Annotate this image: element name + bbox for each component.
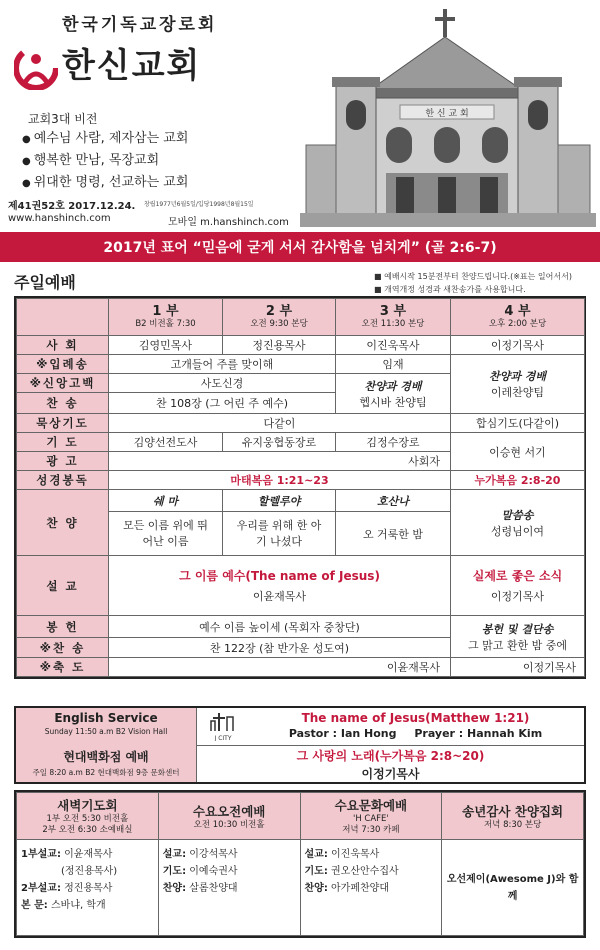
cell: 김정수장로 — [336, 433, 451, 452]
service-header: 3 부 오전 11:30 본당 — [336, 299, 451, 336]
concert-detail: 오선제이(Awesome J)와 함께 — [442, 840, 584, 936]
cell: 오 거룩한 밤 — [336, 512, 451, 556]
cell: 사도신경 — [109, 374, 336, 393]
service-header: 4 부 오후 2:00 본당 — [451, 299, 585, 336]
table-corner — [17, 299, 109, 336]
cell — [109, 556, 451, 616]
row-label-offering: 봉 헌 — [17, 616, 109, 638]
english-service-detail — [197, 708, 584, 746]
row-label-prayer: 묵상기도 — [17, 414, 109, 433]
sunday-worship-table — [14, 296, 586, 679]
choir-name: 말씀송 — [501, 508, 534, 522]
cell: 정진용목사 — [223, 336, 336, 355]
row-label-call: ※입례송 — [17, 355, 109, 374]
cell: 이승현 서기 — [451, 433, 585, 471]
cell: 마태복음 1:21~23 — [109, 471, 451, 490]
vision-item: ● 행복한 만남, 목장교회 — [22, 150, 188, 172]
cell: 유지웅협동장로 — [223, 433, 336, 452]
sermon-title: 실제로 좋은 소식 — [472, 569, 563, 583]
church-building-image — [300, 5, 596, 227]
team: 헵시바 찬양팀 — [359, 395, 427, 409]
cell: 임재 — [336, 355, 451, 374]
cell — [451, 490, 585, 556]
cell: 이정기목사 — [451, 336, 585, 355]
cell: 고개들어 주를 맞이해 — [109, 355, 336, 374]
cell: 우리를 위해 한 아기 나셨다 — [223, 512, 336, 556]
row-label-host: 사 회 — [17, 336, 109, 355]
offering-song: 그 맑고 환한 밤 중에 — [468, 638, 567, 652]
row-label-hymn2: ※찬 송 — [17, 638, 109, 658]
cell: 이윤재목사 — [109, 658, 451, 677]
vision-list — [22, 128, 188, 194]
service-header: 1 부 B2 비전홀 7:30 — [109, 299, 223, 336]
dept-store-title: 현대백화점 예배 — [63, 750, 149, 764]
cell: 이정기목사 — [451, 658, 585, 677]
dept-store-service-label — [16, 745, 197, 782]
anthem: 성령님이여 — [490, 524, 545, 538]
wed-morning-detail: 설교: 이강석목사 기도: 이예숙권사 찬양: 살롬찬양대 — [158, 840, 300, 936]
cell: 합심기도(다같이) — [451, 414, 585, 433]
row-label-praise: 찬 양 — [17, 490, 109, 556]
founding-date: 창립1977년6월5일/입당1998년8월15일 — [144, 201, 254, 208]
english-service-label — [16, 708, 197, 746]
choir-name: 할렐루야 — [223, 490, 336, 512]
weekday-header: 송년감사 찬양집회 저녁 8:30 본당 — [442, 793, 584, 840]
cell: 모든 이름 위에 뛰어난 이름 — [109, 512, 223, 556]
note-item: ■ 예배시작 15분전부터 찬양드립니다.(※표는 일어서서) — [374, 272, 572, 281]
english-service-title: English Service — [54, 711, 158, 725]
sermon-pastor: 이윤재목사 — [252, 590, 307, 603]
note-item: ■ 개역개정 성경과 새찬송가를 사용합니다. — [374, 285, 526, 294]
english-prayer: Prayer : Hannah Kim — [414, 727, 543, 740]
row-label-blessing: ※축 도 — [17, 658, 109, 677]
dawn-prayer-detail: 1부설교: 이윤재목사 (정진용목사) 2부설교: 정진용목사 본 문: 스바냐, 학개 — [17, 840, 159, 936]
choir-name: 쉐 마 — [109, 490, 223, 512]
wed-culture-detail: 설교: 이진욱목사 기도: 권오산안수집사 찬양: 아가페찬양대 — [300, 840, 442, 936]
cell: 찬 108장 (그 어린 주 예수) — [109, 393, 336, 414]
issue-number: 제41권52호 2017.12.24. — [8, 201, 136, 212]
church-logo-icon — [14, 46, 58, 90]
j-city-logo-icon — [205, 711, 241, 741]
english-sermon-title: The name of Jesus(Matthew 1:21) — [301, 711, 530, 725]
english-pastor: Pastor : Ian Hong — [288, 727, 397, 740]
cell: 이진욱목사 — [336, 336, 451, 355]
cell — [451, 355, 585, 414]
praise-worship-label: 찬양과 경배 — [364, 379, 422, 393]
praise-worship-label: 찬양과 경배 — [489, 370, 546, 383]
weekday-header: 수요오전예배 오전 10:30 비전홀 — [158, 793, 300, 840]
worship-notes — [374, 270, 572, 296]
cell: 김영민목사 — [109, 336, 223, 355]
website-link[interactable]: www.hanshinch.com — [8, 213, 111, 224]
building-sign: 한 신 교 회 — [425, 109, 469, 119]
row-label-creed: ※신앙고백 — [17, 374, 109, 393]
cell — [451, 616, 585, 658]
sermon-pastor: 이정기목사 — [490, 590, 545, 603]
dept-sermon-title: 그 사랑의 노래(누가복음 2:8~20) — [296, 749, 485, 763]
row-label-reading: 성경봉독 — [17, 471, 109, 490]
row-label-sermon: 설 교 — [17, 556, 109, 616]
cell: 예수 이름 높이세 (목회자 중창단) — [109, 616, 451, 638]
vision-item: ● 예수님 사람, 제자삼는 교회 — [22, 128, 188, 150]
cell: 찬 122장 (참 반가운 성도여) — [109, 638, 451, 658]
vision-title: 교회3대 비전 — [28, 112, 98, 126]
cell: 사회자 — [109, 452, 451, 471]
dept-store-time: 주일 8:20 a.m B2 현대백화점 9층 문화센터 — [32, 768, 180, 777]
service-header: 2 부 오전 9:30 본당 — [223, 299, 336, 336]
row-label-hymn: 찬 송 — [17, 393, 109, 414]
dept-store-service-detail — [197, 745, 584, 782]
choir-name: 호산나 — [336, 490, 451, 512]
sermon-title: 그 이름 예수(The name of Jesus) — [179, 569, 380, 583]
row-label-rep-prayer: 기 도 — [17, 433, 109, 452]
english-service-time: Sunday 11:50 a.m B2 Vision Hall — [44, 727, 168, 736]
team: 이레찬양팀 — [490, 386, 545, 399]
cell: 김양선전도사 — [109, 433, 223, 452]
english-service-box — [14, 706, 586, 784]
sunday-worship-title: 주일예배 — [14, 273, 76, 292]
weekday-header: 수요문화예배 'H CAFE' 저녁 7:30 카페 — [300, 793, 442, 840]
weekday-services-table — [14, 790, 586, 938]
dept-pastor: 이정기목사 — [361, 767, 420, 781]
weekday-header: 새벽기도회 1부 오전 5:30 비전홀 2부 오전 6:30 소예배실 — [17, 793, 159, 840]
cell: 누가복음 2:8-20 — [451, 471, 585, 490]
cell: 다같이 — [109, 414, 451, 433]
vision-item: ● 위대한 명령, 선교하는 교회 — [22, 172, 188, 194]
row-label-notice: 광 고 — [17, 452, 109, 471]
mobile-website-link[interactable]: 모바일 m.hanshinch.com — [168, 217, 289, 228]
church-name: 한신교회 — [62, 46, 202, 86]
cell — [451, 556, 585, 616]
cell — [336, 374, 451, 414]
yearly-motto-banner: 2017년 표어 “믿음에 굳게 서서 감사함을 넘치게” (골 2:6-7) — [0, 232, 600, 262]
denomination-name: 한국기독교장로회 — [62, 15, 218, 35]
j-city-label: J CITY — [214, 735, 232, 741]
offering-title: 봉헌 및 결단송 — [481, 622, 554, 636]
